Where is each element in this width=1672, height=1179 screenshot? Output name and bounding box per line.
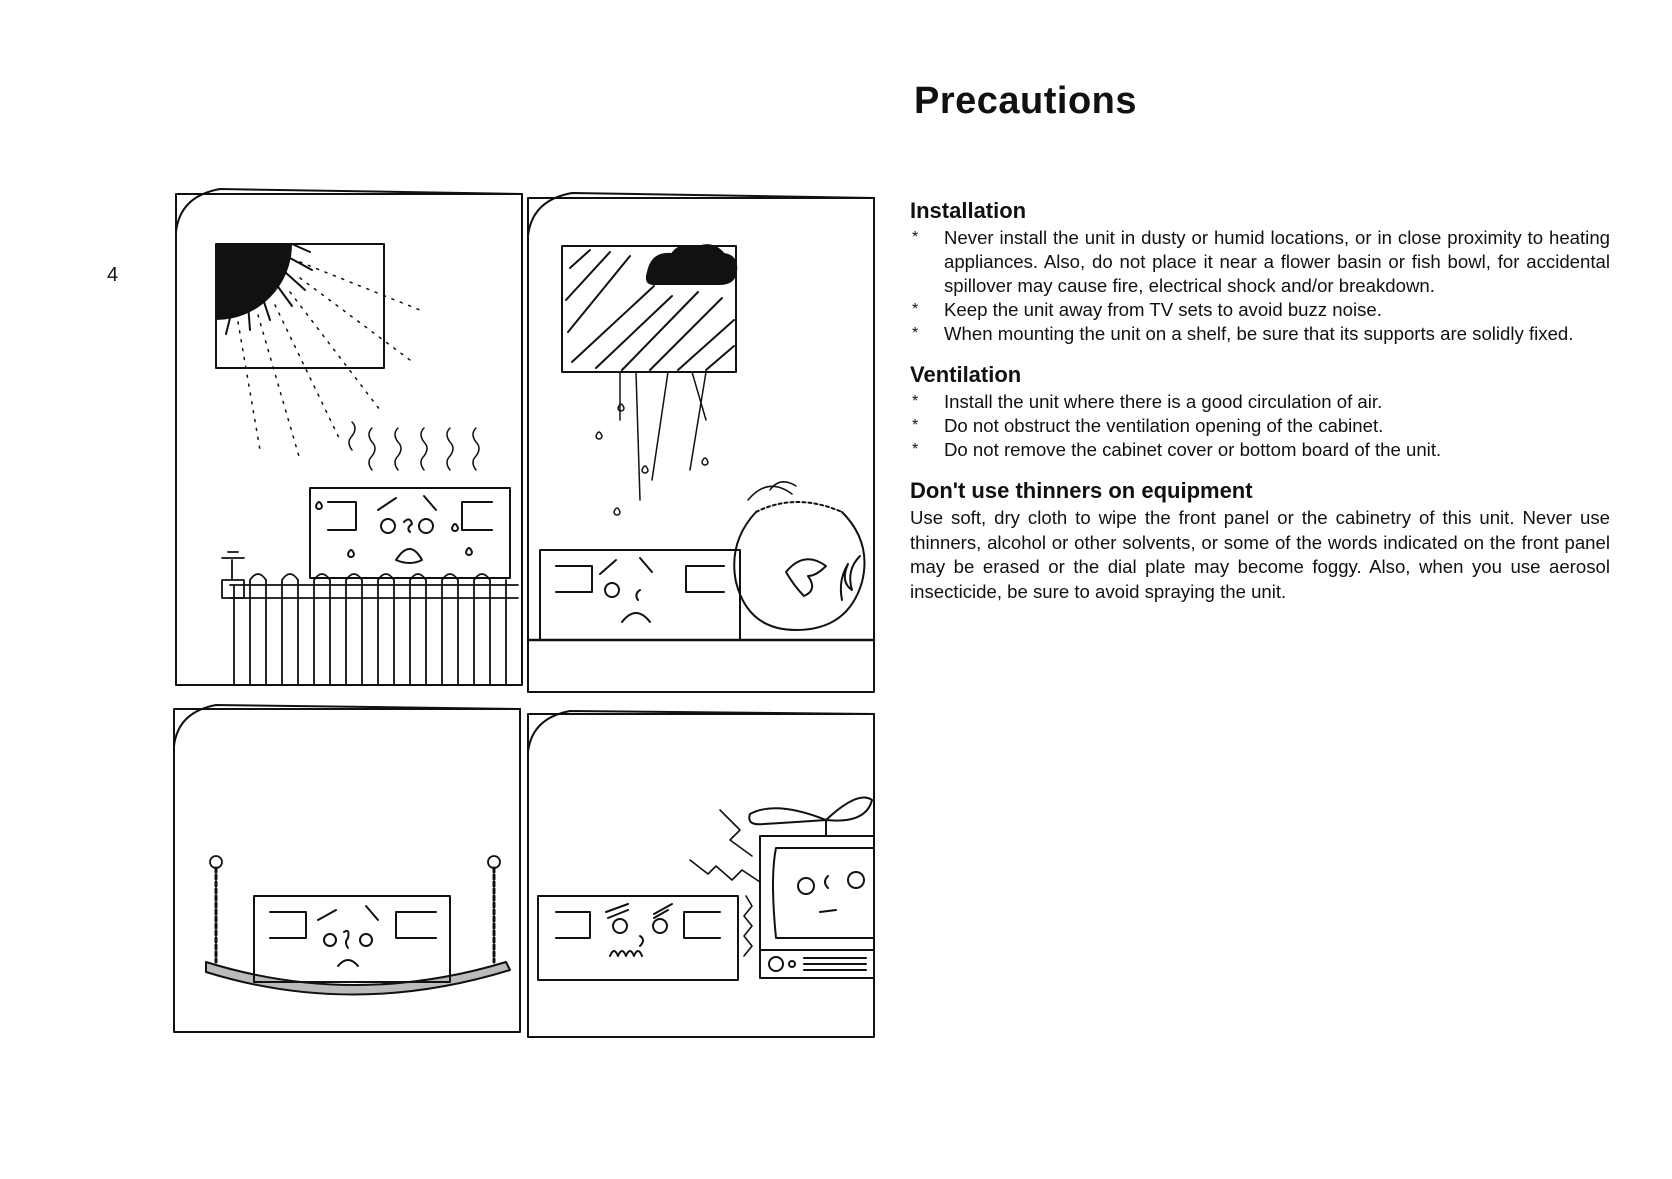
cloud-icon bbox=[647, 245, 736, 284]
angry-unit bbox=[538, 896, 738, 980]
list-item-text: Do not obstruct the ventilation opening of the cabinet. bbox=[944, 415, 1384, 436]
rain-window bbox=[562, 245, 736, 372]
list-item-text: Keep the unit away from TV sets to avoid buzz noise. bbox=[944, 299, 1382, 320]
panel-rain-water bbox=[528, 193, 874, 692]
panel-sun-heat bbox=[176, 189, 522, 685]
page-curl bbox=[176, 189, 522, 232]
bullet-star: * bbox=[912, 301, 919, 318]
sun-icon bbox=[216, 244, 292, 320]
bullet-star: * bbox=[912, 229, 919, 246]
list-item-text: Install the unit where there is a good circulation of air. bbox=[944, 391, 1383, 412]
page-curl bbox=[528, 711, 874, 752]
installation-heading: Installation bbox=[910, 198, 1027, 223]
heat-waves bbox=[349, 422, 479, 470]
window bbox=[216, 244, 420, 460]
panel-unstable-shelf bbox=[174, 705, 520, 1032]
sweating-unit bbox=[310, 488, 510, 578]
radiator bbox=[222, 552, 518, 684]
bullet-star: * bbox=[912, 393, 919, 410]
list-item-text: Never install the unit in dusty or humid locations, or in close proximity to heating appliances. Also, do not place it near a flower basin or fish bowl, for accidental spillover may cause fire, electrical shock and/or breakdown. bbox=[944, 227, 1610, 296]
worried-unit bbox=[540, 550, 740, 640]
list-item-text: When mounting the unit on a shelf, be sure that its supports are solidly fixed. bbox=[944, 323, 1574, 344]
page-number: 4 bbox=[107, 264, 119, 286]
antenna bbox=[749, 798, 872, 825]
bullet-star: * bbox=[912, 417, 919, 434]
panel-frame bbox=[174, 709, 520, 1032]
water-drips bbox=[596, 372, 708, 515]
fish-icon bbox=[786, 559, 826, 596]
bullet-star: * bbox=[912, 441, 919, 458]
tv-set bbox=[749, 798, 874, 979]
anxious-unit bbox=[254, 896, 450, 982]
list-item-text: Do not remove the cabinet cover or bottom board of the unit. bbox=[944, 439, 1442, 460]
page-title: Precautions bbox=[914, 80, 1138, 122]
page-curl bbox=[528, 193, 874, 236]
thinners-paragraph: Use soft, dry cloth to wipe the front panel or the cabinetry of this unit. Never use thinners, alcohol or other solvents, or some of the words indicated on the front panel may be erased or the dial plate may become foggy. Also, when you use aerosol insecticide, be sure to avoid spraying the unit. bbox=[910, 507, 1610, 602]
panel-tv-noise bbox=[528, 711, 874, 1037]
fish-bowl bbox=[734, 482, 864, 630]
antenna-base bbox=[818, 820, 834, 836]
ventilation-heading: Ventilation bbox=[910, 362, 1022, 387]
page-curl bbox=[174, 705, 520, 746]
bullet-star: * bbox=[912, 325, 919, 342]
panel-frame bbox=[528, 714, 874, 1037]
thinners-heading: Don't use thinners on equipment bbox=[910, 478, 1253, 503]
